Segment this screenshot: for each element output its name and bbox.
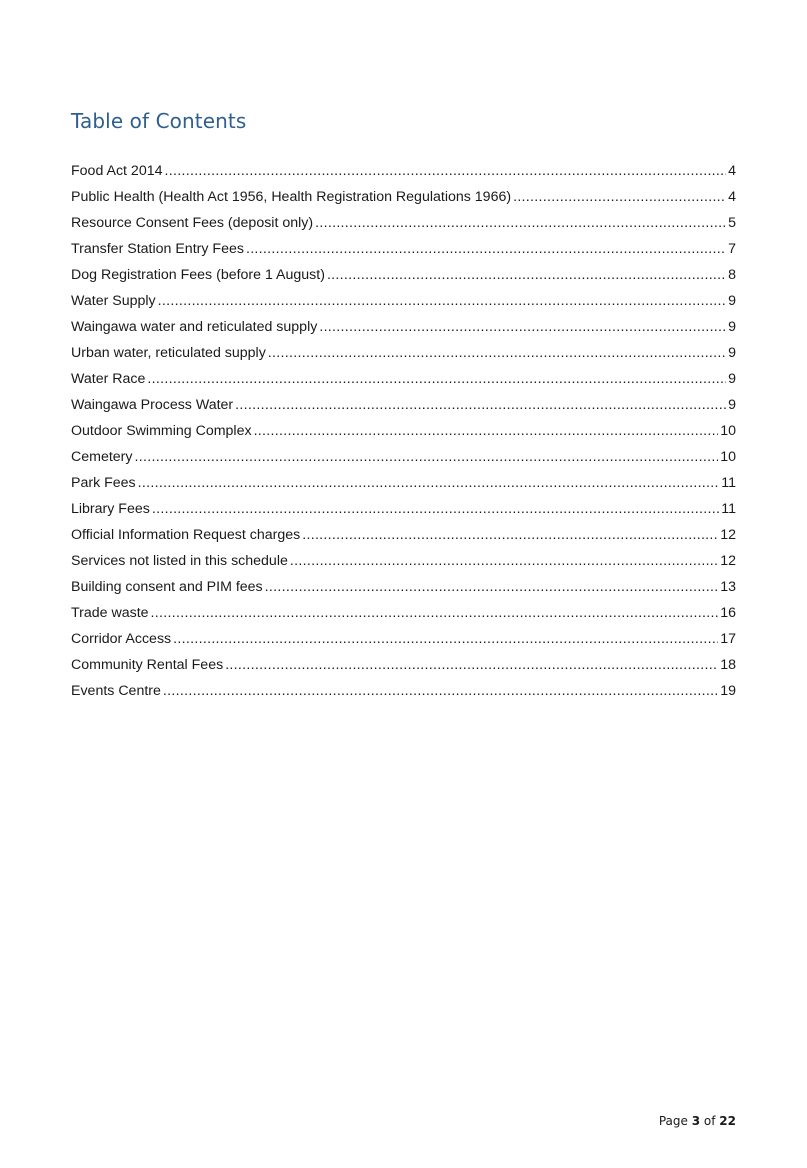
- toc-entry[interactable]: [71, 525, 736, 551]
- toc-entry-page: 18: [720, 657, 736, 673]
- dot-leader: [163, 681, 718, 701]
- toc-entry-page: 9: [728, 397, 736, 413]
- toc-entry-page: 4: [728, 189, 736, 205]
- toc-entry[interactable]: [71, 213, 736, 239]
- total-pages-number: 22: [719, 1114, 736, 1128]
- toc-entry[interactable]: [71, 317, 736, 343]
- dot-leader: [290, 551, 718, 571]
- toc-entry[interactable]: [71, 629, 736, 655]
- toc-entry[interactable]: [71, 161, 736, 187]
- toc-entry-page: 10: [720, 449, 736, 465]
- toc-entry-page: 10: [720, 423, 736, 439]
- toc-entry-page: 9: [728, 345, 736, 361]
- toc-entry-page: 7: [728, 241, 736, 257]
- toc-entry-label: Food Act 2014: [71, 163, 163, 179]
- toc-entry-label: Water Supply: [71, 293, 156, 309]
- toc-entry-label: Waingawa water and reticulated supply: [71, 319, 318, 335]
- toc-entry-label: Library Fees: [71, 501, 150, 517]
- toc-list: [71, 161, 736, 707]
- toc-entry-label: Corridor Access: [71, 631, 172, 647]
- toc-entry[interactable]: [71, 603, 736, 629]
- toc-entry[interactable]: [71, 551, 736, 577]
- toc-entry-page: 9: [728, 293, 736, 309]
- toc-entry-label: Urban water, reticulated supply: [71, 345, 266, 361]
- toc-entry-page: 11: [721, 475, 736, 491]
- toc-entry-label: Official Information Request charges: [71, 527, 301, 543]
- toc-entry-label: Cemetery: [71, 449, 133, 465]
- toc-entry[interactable]: [71, 499, 736, 525]
- toc-entry-label: Events Centre: [71, 683, 161, 699]
- toc-title: Table of Contents: [71, 109, 247, 133]
- current-page-number: 3: [691, 1114, 701, 1128]
- toc-entry[interactable]: [71, 369, 736, 395]
- dot-leader: [327, 265, 726, 285]
- dot-leader: [319, 317, 726, 337]
- page-prefix: Page: [658, 1114, 688, 1128]
- toc-entry[interactable]: [71, 577, 736, 603]
- toc-entry-label: Community Rental Fees: [71, 657, 224, 673]
- toc-entry-label: Outdoor Swimming Complex: [71, 423, 252, 439]
- toc-entry-page: 4: [728, 163, 736, 179]
- dot-leader: [246, 239, 726, 259]
- toc-entry[interactable]: [71, 447, 736, 473]
- toc-entry-label: Water Race: [71, 371, 146, 387]
- toc-entry[interactable]: [71, 291, 736, 317]
- dot-leader: [165, 161, 727, 181]
- toc-entry-page: 12: [720, 527, 736, 543]
- toc-entry-page: 5: [728, 215, 736, 231]
- toc-entry[interactable]: [71, 265, 736, 291]
- toc-entry-page: 9: [728, 371, 736, 387]
- dot-leader: [265, 577, 719, 597]
- toc-entry-page: 16: [720, 605, 736, 621]
- toc-entry-page: 13: [720, 579, 736, 595]
- dot-leader: [147, 369, 726, 389]
- dot-leader: [173, 629, 718, 649]
- dot-leader: [235, 395, 726, 415]
- toc-entry-label: Public Health (Health Act 1956, Health Registration Regulations 1966): [71, 189, 512, 205]
- toc-entry-label: Waingawa Process Water: [71, 397, 234, 413]
- dot-leader: [254, 421, 719, 441]
- toc-entry-label: Dog Registration Fees (before 1 August): [71, 267, 325, 283]
- page-of-label: of: [703, 1114, 716, 1128]
- dot-leader: [152, 499, 719, 519]
- toc-entry-page: 9: [728, 319, 736, 335]
- toc-entry-label: Trade waste: [71, 605, 149, 621]
- toc-entry[interactable]: [71, 239, 736, 265]
- toc-entry[interactable]: [71, 681, 736, 707]
- dot-leader: [302, 525, 718, 545]
- toc-entry[interactable]: [71, 655, 736, 681]
- toc-entry-label: Transfer Station Entry Fees: [71, 241, 244, 257]
- dot-leader: [135, 447, 719, 467]
- dot-leader: [138, 473, 720, 493]
- toc-entry-page: 12: [720, 553, 736, 569]
- toc-entry[interactable]: [71, 343, 736, 369]
- toc-entry[interactable]: [71, 473, 736, 499]
- toc-entry[interactable]: [71, 421, 736, 447]
- toc-entry-page: 8: [728, 267, 736, 283]
- dot-leader: [225, 655, 718, 675]
- dot-leader: [151, 603, 719, 623]
- dot-leader: [268, 343, 726, 363]
- dot-leader: [513, 187, 726, 207]
- toc-entry-page: 17: [720, 631, 736, 647]
- toc-entry-label: Resource Consent Fees (deposit only): [71, 215, 314, 231]
- toc-entry[interactable]: [71, 187, 736, 213]
- dot-leader: [158, 291, 726, 311]
- toc-entry-label: Services not listed in this schedule: [71, 553, 288, 569]
- toc-entry[interactable]: [71, 395, 736, 421]
- page-number-footer: [659, 1114, 736, 1128]
- toc-entry-label: Building consent and PIM fees: [71, 579, 263, 595]
- dot-leader: [315, 213, 726, 233]
- toc-entry-label: Park Fees: [71, 475, 136, 491]
- toc-entry-page: 19: [720, 683, 736, 699]
- toc-entry-page: 11: [721, 501, 736, 517]
